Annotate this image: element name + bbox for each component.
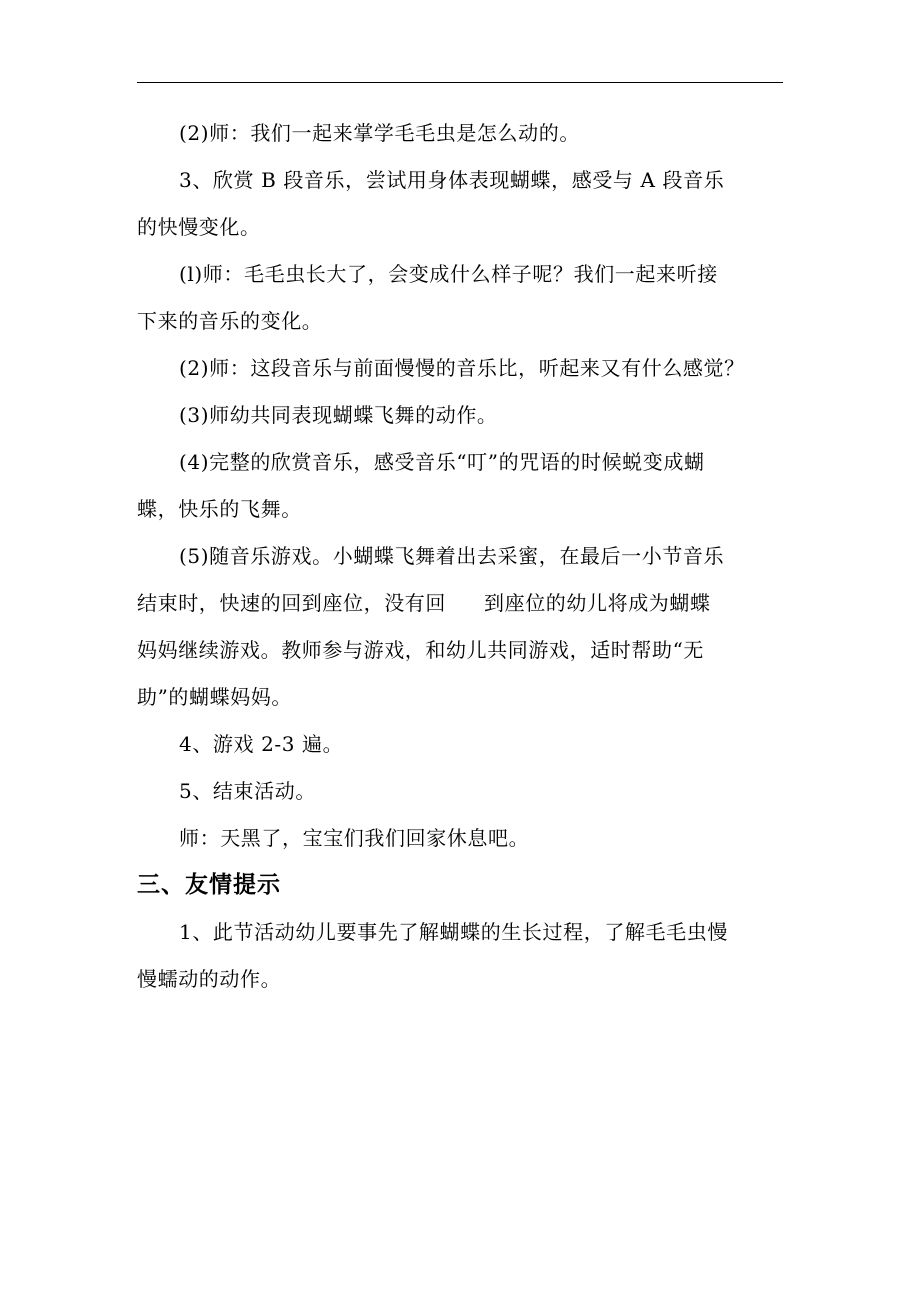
paragraph-line: (3)师幼共同表现蝴蝶飞舞的动作。	[179, 403, 498, 427]
header-rule	[137, 82, 783, 83]
paragraph-line: 4、游戏 2-3 遍。	[179, 732, 344, 756]
line-segment: 结束时，快速的回到座位，没有回	[137, 591, 446, 615]
paragraph-line: 下来的音乐的变化。	[137, 309, 323, 333]
paragraph-line: 的快慢变化。	[137, 215, 261, 239]
paragraph-line: 妈妈继续游戏。教师参与游戏，和幼儿共同游戏，适时帮助“无	[137, 638, 705, 662]
line-segment: 到座位的幼儿将成为蝴蝶	[484, 591, 711, 615]
paragraph-line	[137, 580, 757, 627]
paragraph-line: (4)完整的欣赏音乐，感受音乐“叮”的咒语的时候蜕变成蝴	[179, 450, 705, 474]
paragraph-line: (l)师：毛毛虫长大了，会变成什么样子呢？我们一起来听接	[179, 262, 718, 286]
document-body	[137, 110, 757, 1003]
paragraph-line: (5)随音乐游戏。小蝴蝶飞舞着出去采蜜，在最后一小节音乐	[179, 544, 725, 568]
paragraph-line: 师：天黑了，宝宝们我们回家休息吧。	[179, 826, 530, 850]
paragraph-line: (2)师：这段音乐与前面慢慢的音乐比，听起来又有什么感觉？	[179, 356, 745, 380]
paragraph-line: 3、欣赏 B 段音乐，尝试用身体表现蝴蝶，感受与 A 段音乐	[179, 168, 725, 192]
section-heading: 三、友情提示	[137, 872, 281, 898]
paragraph-line: 慢蠕动的动作。	[137, 967, 282, 991]
paragraph-line: 1、此节活动幼儿要事先了解蝴蝶的生长过程，了解毛毛虫慢	[179, 920, 728, 944]
paragraph-line: 蝶，快乐的飞舞。	[137, 497, 302, 521]
paragraph-line: 5、结束活动。	[179, 779, 316, 803]
paragraph-line: 助”的蝴蝶妈妈。	[137, 685, 293, 709]
paragraph-line: (2)师：我们一起来掌学毛毛虫是怎么动的。	[179, 121, 580, 145]
